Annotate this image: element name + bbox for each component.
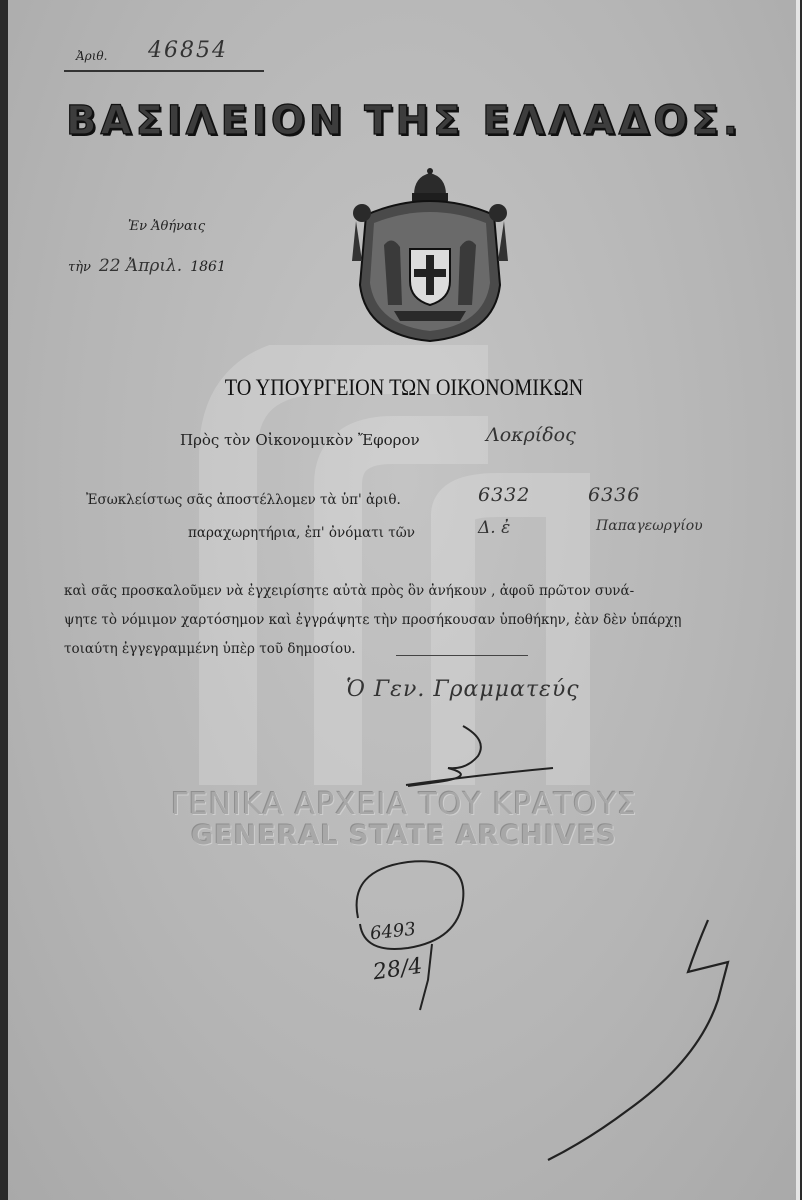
- annotation-date: 28/4: [371, 953, 424, 986]
- ministry-heading: ΤΟ ΥΠΟΥΡΓΕΙΟΝ ΤΩΝ ΟΙΚΟΝΟΜΙΚΩΝ: [224, 375, 584, 400]
- dateline-day-handwritten: 22 Ἀπριλ.: [98, 256, 183, 276]
- addressee-printed: Πρὸς τὸν Οἰκονομικὸν Ἔφορον: [180, 431, 420, 449]
- annotation-number: 6493: [369, 918, 417, 945]
- archive-watermark-english: GENERAL STATE ARCHIVES: [191, 820, 617, 851]
- document-page: [8, 0, 800, 1200]
- archive-watermark-greek: ΓΕΝΙΚΑ ΑΡΧΕΙΑ ΤΟΥ ΚΡΑΤΟΥΣ: [170, 787, 638, 822]
- kingdom-title: ΒΑΣΙΛΕΙΟΝ ΤΗΣ ΕΛΛΑΔΟΣ.: [66, 98, 742, 144]
- body-line-3: τοιαύτη ἐγγεγραμμένη ὑπὲρ τοῦ δημοσίου.: [64, 641, 356, 657]
- large-initial-flourish: [548, 920, 728, 1160]
- enclosure-name-handwritten-1: Δ. ἐ: [478, 518, 511, 538]
- body-line-1: καὶ σᾶς προσκαλοῦμεν νὰ ἐγχειρίσητε αὐτὰ πρὸς ὃν ἀνήκουν , ἀφοῦ πρῶτον συνά-: [64, 583, 635, 599]
- reference-number: 46854: [148, 38, 228, 63]
- enclosure-name-handwritten-2: Παπαγεωργίου: [596, 518, 703, 534]
- annotation-loop: [357, 861, 464, 949]
- reference-label: Ἀριθ.: [76, 49, 108, 63]
- handwriting-strokes: [8, 0, 800, 1200]
- enclosure-number-from: 6332: [478, 484, 531, 506]
- dateline-day-prefix: τὴν: [68, 260, 91, 275]
- signature-underline: [406, 768, 553, 785]
- signoff-handwritten: Ὁ Γεν. Γραμματεύς: [346, 677, 580, 702]
- annotation-stroke: [420, 944, 432, 1010]
- enclosure-number-to: 6336: [588, 484, 641, 506]
- body-line-2: ψητε τὸ νόμιμον χαρτόσημον καὶ ἐγγράψητε τὴν προσήκουσαν ὑποθήκην, ἐὰν δὲν ὑπάρχῃ: [64, 612, 682, 628]
- dateline-year: 1861: [190, 259, 226, 275]
- enclosure-line-1: Ἐσωκλείστως σᾶς ἀποστέλλομεν τὰ ὑπ' ἀριθ.: [86, 492, 401, 508]
- dateline-place: Ἐν Ἀθήναις: [128, 219, 206, 234]
- enclosure-line-2: παραχωρητήρια, ἐπ' ὀνόματι τῶν: [188, 525, 415, 541]
- addressee-handwritten: Λοκρίδος: [486, 424, 576, 446]
